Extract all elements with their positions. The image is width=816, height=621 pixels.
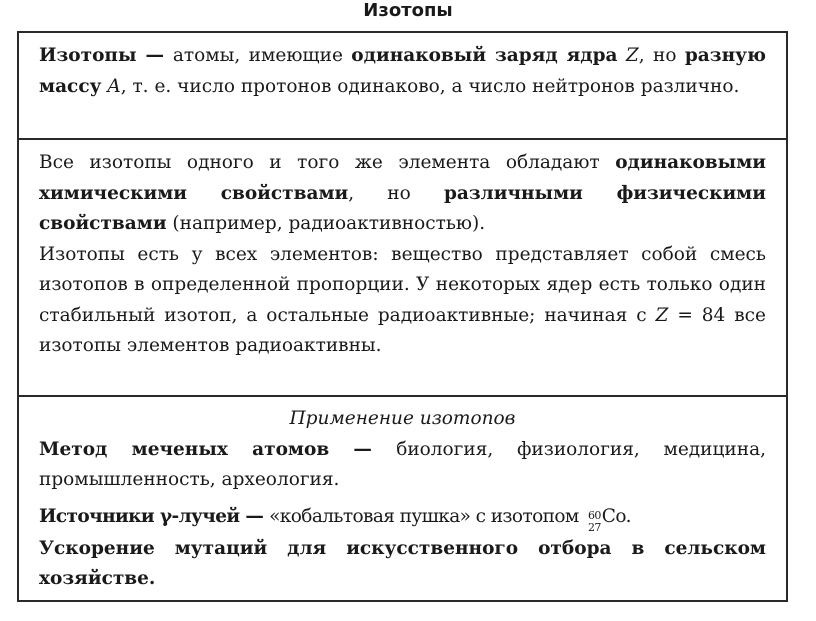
dash: — <box>329 438 397 460</box>
applications-heading: Применение изотопов <box>289 408 516 429</box>
tracer-method-term: Метод меченых атомов <box>39 438 330 460</box>
dash: — <box>239 505 270 527</box>
properties-part: Все изотопы одного и того же элемента обладают <box>39 152 616 173</box>
occurrence-part: = 84 все изотопы элементов радиоактивны. <box>39 304 766 356</box>
page-title: Изотопы <box>363 0 453 21</box>
gamma-source-text <box>39 502 766 534</box>
properties-text <box>39 148 766 240</box>
same-charge: одинаковый заряд ядра <box>351 45 618 66</box>
occurrence-text <box>39 240 766 362</box>
mass-number: 60 <box>587 508 601 522</box>
atomic-number: 27 <box>587 520 601 534</box>
gamma-source-term: Источники γ-лучей <box>39 505 240 527</box>
definition-part: атомы, имеющие <box>172 45 352 66</box>
properties-part: , но <box>348 182 444 204</box>
cobalt-gun-text: «кобальтовая пушка» с изотопом <box>269 505 584 527</box>
same-chemical-properties: одинаковыми химическими свойствами <box>39 152 766 204</box>
z-symbol: Z <box>655 304 669 326</box>
z-symbol: Z <box>617 45 639 66</box>
applications-cell <box>19 397 786 600</box>
different-physical-properties: различными физическими свойствами <box>39 182 766 234</box>
tracer-method-text <box>39 435 766 496</box>
tracer-method-fields: биология, физиология, медицина, промышленность, археология. <box>39 438 766 490</box>
definition-text <box>39 41 766 102</box>
dash: — <box>136 45 173 66</box>
isotopes-table <box>17 31 788 602</box>
term-isotopes: Изотопы <box>39 45 137 66</box>
isotope-notation <box>588 510 601 534</box>
element-symbol: Co. <box>601 505 631 527</box>
different-mass: разную массу <box>39 45 766 97</box>
definition-cell <box>19 33 786 140</box>
occurrence-part: Изотопы есть у всех элементов: вещество представляет собой смесь изотопов в определенной пропорции. У некоторых ядер есть только один стабильный изотоп, а остальные радиоактивные; начиная с <box>39 243 766 326</box>
mutation-text: Ускорение мутаций для искусственного отбора в сельском хозяйстве. <box>39 537 766 589</box>
definition-part: , но <box>638 45 685 66</box>
definition-part: , т. е. число протонов одинаково, а число нейтронов различно. <box>120 75 740 97</box>
properties-cell <box>19 140 786 397</box>
properties-part: (например, радиоактивностью). <box>166 213 486 234</box>
a-symbol: A <box>101 75 121 97</box>
